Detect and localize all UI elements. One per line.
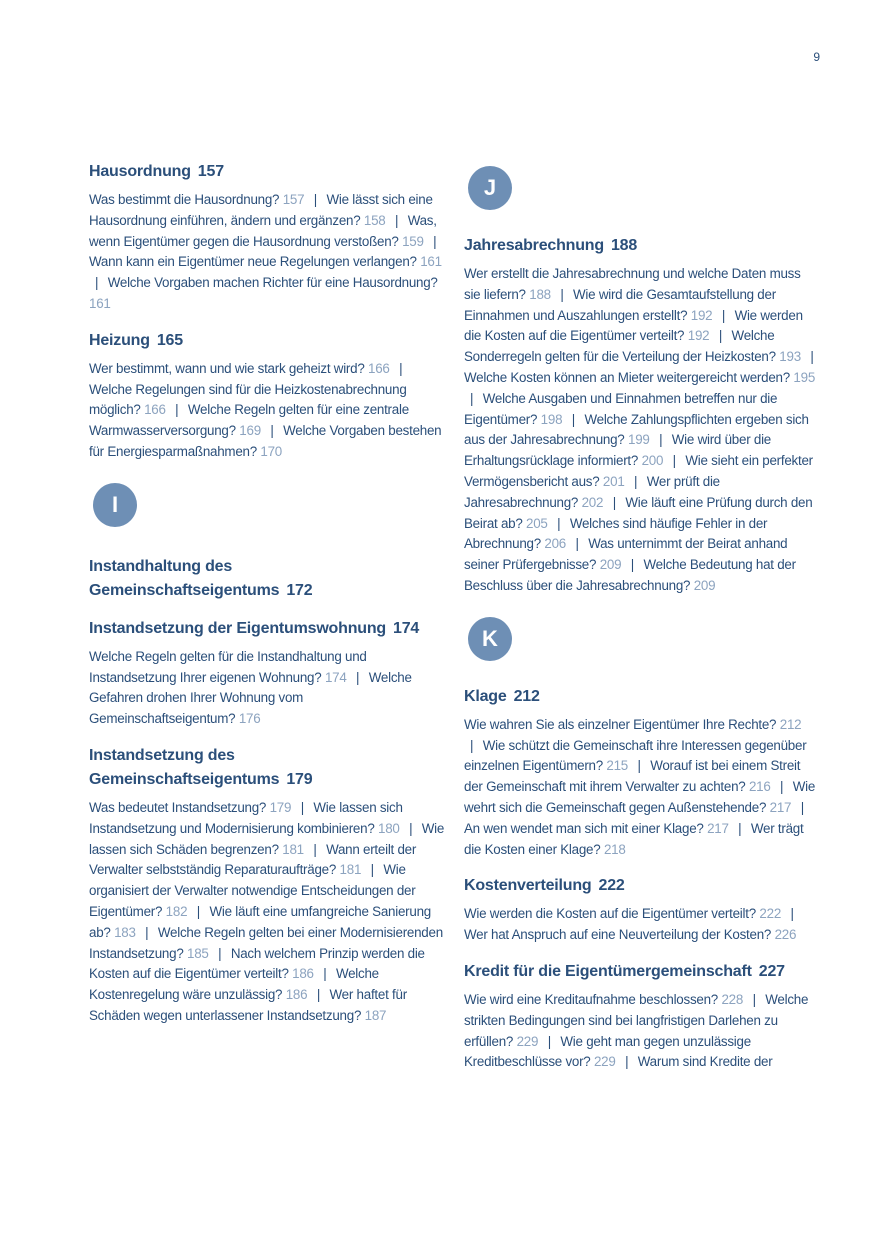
entry-title-text: Jahresabrechnung xyxy=(464,237,604,254)
separator: | xyxy=(95,275,99,291)
question-page-number: 205 xyxy=(526,515,548,531)
question-page-number: 228 xyxy=(721,991,744,1007)
question-page-number: 192 xyxy=(690,307,713,323)
question-text: Was, wenn Eigentümer gegen die Hausordnung verstoßen? xyxy=(89,212,437,249)
separator: | xyxy=(313,192,318,207)
toc-entry-instandsetzung-der-eigentumswohnung xyxy=(89,617,445,730)
entry-questions xyxy=(89,190,445,315)
separator: | xyxy=(790,906,794,922)
question-page-number: 174 xyxy=(324,669,347,685)
question-text: Welche Regeln gelten für eine zentrale Warmwasserversorgung? xyxy=(89,402,409,439)
entry-page-number: 172 xyxy=(286,581,313,599)
question-page-number: 182 xyxy=(165,903,188,919)
entry-title-text: Instandsetzung der Eigentumswohnung xyxy=(89,619,387,637)
question-page-number: 166 xyxy=(144,402,166,418)
question-text: Wie geht man gegen unzulässige Kreditbeschlüsse vor? xyxy=(464,1033,751,1070)
question-page-number: 161 xyxy=(420,254,442,270)
question-text: Wann kann ein Eigentümer neue Regelungen verlangen? xyxy=(89,254,417,270)
entry-title-text: Hausordnung xyxy=(89,163,191,180)
question-page-number: 222 xyxy=(759,906,782,922)
toc-entry-jahresabrechnung xyxy=(464,234,820,597)
question-text: Wie wehrt sich die Gemeinschaft gegen Außenstehende? xyxy=(464,779,816,815)
question-text: Welche Sonderregeln gelten für die Verteilung der Heizkosten? xyxy=(464,328,776,365)
question-page-number: 179 xyxy=(269,799,292,815)
question-text: Wie wird eine Kreditaufnahme beschlossen? xyxy=(464,991,718,1007)
question-page-number: 198 xyxy=(540,411,563,427)
question-page-number: 193 xyxy=(779,349,801,365)
entry-questions xyxy=(89,359,445,463)
separator: | xyxy=(218,945,222,961)
separator: | xyxy=(175,402,179,418)
question-page-number: 199 xyxy=(628,432,650,448)
separator: | xyxy=(752,991,756,1007)
question-text: Wann erteilt der Verwalter selbstständig Reparaturaufträge? xyxy=(89,841,417,878)
question-page-number: 217 xyxy=(769,799,792,815)
left-column xyxy=(89,160,445,1041)
separator: | xyxy=(575,536,579,552)
question-text: Wie wahren Sie als einzelner Eigentümer Ihre Rechte? xyxy=(464,716,777,732)
separator: | xyxy=(557,515,561,531)
section-letter-i: I xyxy=(93,483,137,527)
entry-questions xyxy=(89,647,445,730)
entry-page-number: 212 xyxy=(513,687,540,705)
toc-entry-kostenverteilung xyxy=(464,874,820,946)
question-page-number: 200 xyxy=(641,453,664,469)
page-number: 9 xyxy=(813,50,820,64)
question-text: Welche Vorgaben bestehen für Energiesparmaßnahmen? xyxy=(89,423,442,459)
question-page-number: 181 xyxy=(339,862,362,878)
question-page-number: 201 xyxy=(602,473,625,489)
question-text: Was bedeutet Instandsetzung? xyxy=(89,799,267,815)
entry-title-text: Kostenverteilung xyxy=(464,877,592,895)
toc-entry-kredit-für-die-eigentümergemeinschaft xyxy=(464,960,820,1073)
question-page-number: 186 xyxy=(292,966,314,982)
entry-title-text: Klage xyxy=(464,687,507,705)
question-page-number: 218 xyxy=(603,841,626,857)
separator: | xyxy=(470,390,474,406)
separator: | xyxy=(313,841,317,857)
separator: | xyxy=(721,307,726,323)
entry-page-number: 222 xyxy=(598,877,625,895)
section-letter-j: J xyxy=(468,166,512,210)
entry-title xyxy=(89,329,445,353)
entry-title xyxy=(464,960,820,984)
entry-page-number: 174 xyxy=(393,619,420,637)
question-text: An wen wendet man sich mit einer Klage? xyxy=(464,820,704,836)
question-page-number: 217 xyxy=(707,820,729,836)
question-text: Wie werden die Kosten auf die Eigentümer verteilt? xyxy=(464,906,756,922)
separator: | xyxy=(270,423,274,439)
question-text: Welche Kostenregelung wäre unzulässig? xyxy=(89,966,379,1003)
question-text: Welche Regeln gelten für die Instandhaltung und Instandsetzung Ihrer eigenen Wohnung? xyxy=(89,648,367,685)
question-text: Welche Zahlungspflichten ergeben sich aus der Jahresabrechnung? xyxy=(464,411,809,448)
entry-title xyxy=(89,555,445,603)
question-text: Welches sind häufige Fehler in der Abrechnung? xyxy=(464,515,768,552)
entry-title xyxy=(464,685,820,709)
question-page-number: 159 xyxy=(402,233,424,249)
question-page-number: 170 xyxy=(260,443,282,459)
question-text: Wie schützt die Gemeinschaft ihre Interessen gegenüber einzelnen Eigentümern? xyxy=(464,737,807,774)
question-page-number: 215 xyxy=(606,758,628,774)
entry-title xyxy=(464,234,820,258)
separator: | xyxy=(634,473,638,489)
question-text: Warum sind Kredite der xyxy=(637,1054,773,1070)
separator: | xyxy=(323,966,327,982)
question-text: Welche Kosten können an Mieter weitergereicht werden? xyxy=(464,369,790,385)
separator: | xyxy=(547,1033,551,1049)
question-text: Wie organisiert der Verwalter notwendige Entscheidungen der Eigentümer? xyxy=(89,862,416,919)
question-text: Nach welchem Prinzip werden die Kosten auf die Eigentümer verteilt? xyxy=(89,945,425,982)
question-text: Wer hat Anspruch auf eine Neuverteilung der Kosten? xyxy=(464,927,772,943)
question-text: Welche Regelungen sind für die Heizkostenabrechnung möglich? xyxy=(89,381,407,418)
question-page-number: 212 xyxy=(779,716,802,732)
separator: | xyxy=(571,411,575,427)
question-page-number: 202 xyxy=(581,494,604,510)
separator: | xyxy=(718,328,723,344)
entry-page-number: 165 xyxy=(156,331,183,349)
question-page-number: 209 xyxy=(693,577,716,593)
entry-title xyxy=(464,874,820,898)
separator: | xyxy=(409,820,413,836)
separator: | xyxy=(625,1054,629,1070)
question-page-number: 181 xyxy=(282,841,304,857)
question-page-number: 169 xyxy=(239,423,261,439)
entry-title-text: Instandhaltung des Gemeinschaftseigentums xyxy=(89,557,280,599)
question-page-number: 176 xyxy=(238,711,261,727)
separator: | xyxy=(433,233,437,249)
entry-questions xyxy=(464,990,820,1073)
separator: | xyxy=(356,669,360,685)
question-page-number: 226 xyxy=(774,927,797,943)
separator: | xyxy=(145,924,149,940)
question-page-number: 188 xyxy=(529,286,551,302)
entry-page-number: 157 xyxy=(197,163,224,180)
entry-questions xyxy=(464,264,820,597)
question-page-number: 186 xyxy=(285,987,308,1003)
entry-title-text: Instandsetzung des Gemeinschaftseigentums xyxy=(89,746,280,788)
question-text: Wer bestimmt, wann und wie stark geheizt wird? xyxy=(89,360,365,376)
question-page-number: 180 xyxy=(378,820,400,836)
question-page-number: 161 xyxy=(89,295,111,311)
question-text: Wer erstellt die Jahresabrechnung und welche Daten muss sie liefern? xyxy=(464,266,801,302)
toc-entry-instandhaltung-des-gemeinschaftseigentums xyxy=(89,555,445,603)
separator: | xyxy=(738,820,742,836)
separator: | xyxy=(612,494,616,510)
question-text: Was unternimmt der Beirat anhand seiner Prüfergebnisse? xyxy=(464,536,788,573)
question-text: Welche Ausgaben und Einnahmen betreffen nur die Eigentümer? xyxy=(464,390,778,427)
right-column xyxy=(464,160,820,1087)
question-page-number: 166 xyxy=(368,360,390,376)
entry-page-number: 179 xyxy=(286,770,313,788)
separator: | xyxy=(630,557,635,573)
separator: | xyxy=(659,432,663,448)
question-text: Welche Gefahren drohen Ihrer Wohnung vom Gemeinschaftseigentum? xyxy=(89,669,412,727)
entry-title xyxy=(89,617,445,641)
toc-entry-klage xyxy=(464,685,820,861)
toc-entry-hausordnung xyxy=(89,160,445,315)
entry-title-text: Heizung xyxy=(89,331,150,349)
separator: | xyxy=(560,286,564,302)
entry-questions xyxy=(464,904,820,946)
question-page-number: 229 xyxy=(516,1033,539,1049)
separator: | xyxy=(300,799,304,815)
separator: | xyxy=(780,779,784,795)
entry-title-text: Kredit für die Eigentümergemeinschaft xyxy=(464,962,752,980)
question-page-number: 187 xyxy=(364,1007,387,1023)
separator: | xyxy=(810,349,814,365)
question-page-number: 206 xyxy=(544,536,566,552)
question-text: Wie läuft eine Prüfung durch den Beirat ab? xyxy=(464,494,813,531)
toc-entry-heizung xyxy=(89,329,445,463)
question-page-number: 195 xyxy=(793,369,816,385)
entry-page-number: 188 xyxy=(610,237,638,254)
separator: | xyxy=(394,212,399,228)
question-page-number: 157 xyxy=(282,192,305,207)
question-page-number: 209 xyxy=(599,557,622,573)
question-text: Wer trägt die Kosten einer Klage? xyxy=(464,820,804,857)
question-page-number: 185 xyxy=(187,945,209,961)
separator: | xyxy=(800,799,804,815)
separator: | xyxy=(370,862,374,878)
question-page-number: 183 xyxy=(114,924,136,940)
question-text: Welche Regeln gelten bei einer Modernisierenden Instandsetzung? xyxy=(89,924,443,961)
entry-questions xyxy=(89,798,445,1027)
entry-title xyxy=(89,744,445,792)
toc-entry-instandsetzung-des-gemeinschaftseigentums xyxy=(89,744,445,1027)
entry-questions xyxy=(464,715,820,861)
separator: | xyxy=(196,903,200,919)
entry-title xyxy=(89,160,445,184)
question-page-number: 158 xyxy=(363,212,386,228)
section-letter-k: K xyxy=(468,617,512,661)
question-text: Wie lassen sich Instandsetzung und Modernisierung kombinieren? xyxy=(89,799,403,836)
question-page-number: 229 xyxy=(593,1054,616,1070)
question-text: Wie werden die Kosten auf die Eigentümer verteilt? xyxy=(464,307,803,344)
separator: | xyxy=(637,758,641,774)
question-text: Welche Vorgaben machen Richter für eine Hausordnung? xyxy=(107,275,438,291)
question-text: Wie lassen sich Schäden begrenzen? xyxy=(89,820,445,857)
question-text: Wie läuft eine umfangreiche Sanierung ab? xyxy=(89,903,431,940)
question-text: Wie wird über die Erhaltungsrücklage informiert? xyxy=(464,432,771,469)
question-text: Worauf ist bei einem Streit der Gemeinschaft mit ihrem Verwalter zu achten? xyxy=(464,758,801,795)
question-text: Wie sieht ein perfekter Vermögensbericht aus? xyxy=(464,453,813,489)
question-text: Was bestimmt die Hausordnung? xyxy=(89,192,280,207)
separator: | xyxy=(316,987,321,1003)
question-text: Wie lässt sich eine Hausordnung einführen, ändern und ergänzen? xyxy=(89,192,433,228)
separator: | xyxy=(672,453,676,469)
question-text: Wer haftet für Schäden wegen unterlassener Instandsetzung? xyxy=(89,987,407,1023)
question-text: Wer prüft die Jahresabrechnung? xyxy=(464,473,720,510)
question-page-number: 216 xyxy=(748,779,771,795)
separator: | xyxy=(470,737,474,753)
question-text: Welche Bedeutung hat der Beschluss über die Jahresabrechnung? xyxy=(464,557,796,593)
question-text: Wie wird die Gesamtaufstellung der Einnahmen und Auszahlungen erstellt? xyxy=(464,286,776,323)
entry-page-number: 227 xyxy=(758,962,785,980)
separator: | xyxy=(399,360,403,376)
question-text: Welche strikten Bedingungen sind bei langfristigen Darlehen zu erfüllen? xyxy=(464,991,809,1049)
question-page-number: 192 xyxy=(687,328,710,344)
